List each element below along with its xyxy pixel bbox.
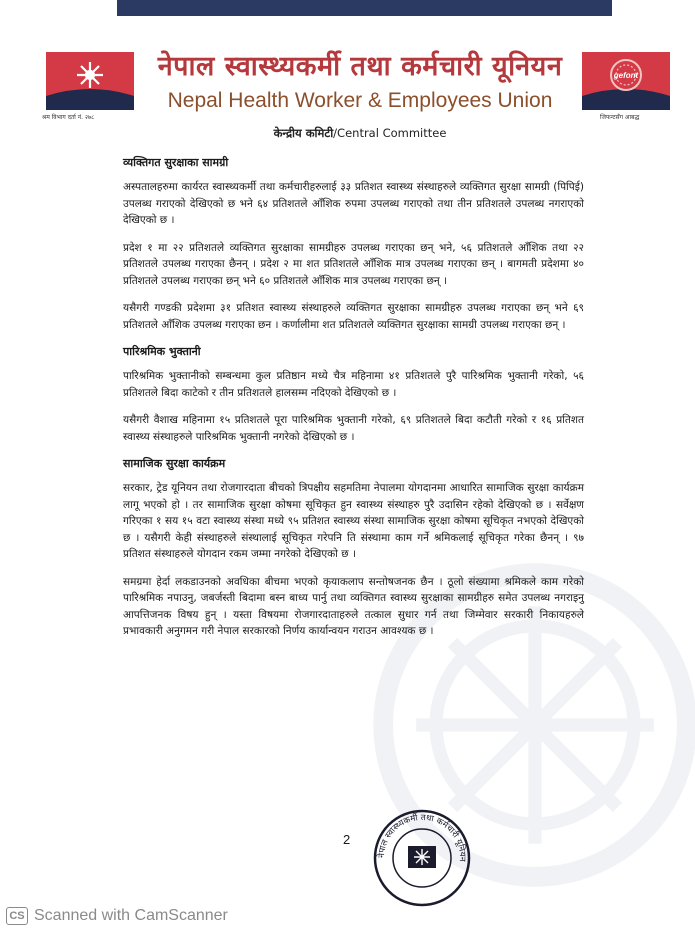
union-title-nepali: नेपाल स्वास्थ्यकर्मी तथा कर्मचारी यूनियन: [157, 51, 563, 82]
paragraph: यसैगरी गण्डकी प्रदेशमा ३१ प्रतिशत स्वास्थ्य संस्थाहरुले व्यक्तिगत सुरक्षाका सामग्रीहरु उपलब्ध गराएका छन् भने ६९ प्रतिशतले आँशिक उपलब्ध गराएका छन । कर्णालीमा शत प्रतिशतले व्यक्तिगत सुरक्षाका सामग्री उपलब्ध गराएका छन् ।: [123, 302, 584, 331]
section-salary-payment: [123, 344, 584, 445]
registration-number: श्रम विभाग दर्ता नं. २७८: [42, 114, 95, 121]
stamp-text: नेपाल स्वास्थ्यकर्मी तथा कर्मचारी यूनियन: [376, 812, 468, 862]
official-stamp: [372, 808, 472, 908]
paragraph: प्रदेश १ मा २२ प्रतिशतले व्यक्तिगत सुरक्षाका सामग्रीहरु उपलब्ध गराएका छन् भने, ५६ प्रतिशतले आँशिक तथा २२ प्रतिशतले उपलब्ध गराएका छैनन् । प्रदेश २ मा शत प्रतिशतले आँशिक मात्र उपलब्ध गराएका छन् । बागमती प्रदेशमा ४० प्रतिशतले उपलब्ध गराएका छन् भने ६० प्रतिशतले आँशिक मात्र उपलब्ध गराएका छन् ।: [123, 241, 584, 287]
scanner-footer-text: Scanned with CamScanner: [34, 907, 228, 924]
scanner-footer: [6, 905, 228, 927]
committee-line: [150, 126, 570, 141]
committee-nepali: केन्द्रीय कमिटी: [273, 126, 334, 140]
affiliation-note: जिफन्टसँग आबद्ध: [600, 114, 640, 121]
section-ppe: [123, 155, 584, 333]
committee-separator: /: [333, 126, 338, 140]
camscanner-badge-icon: CS: [6, 907, 28, 925]
committee-english: Central Committee: [337, 126, 447, 140]
section-heading: सामाजिक सुरक्षा कार्यक्रम: [123, 457, 226, 470]
top-banner-bar: [117, 0, 612, 16]
section-social-security: [123, 456, 584, 640]
stamp-emblem-icon: [408, 846, 436, 868]
paragraph: पारिश्रमिक भुक्तानीको सम्बन्धमा कुल प्रतिष्ठान मध्ये चैत्र महिनामा ४१ प्रतिशतले पुरै पारिश्रमिक भुक्तानी गरेको, ५६ प्रतिशतले बिदा काटेको र तीन प्रतिशतले हालसम्म नदिएको देखिएको छ ।: [123, 370, 584, 399]
paragraph: यसैगरी वैशाख महिनामा १५ प्रतिशतले पूरा पारिश्रमिक भुक्तानी गरेको, ६९ प्रतिशतले बिदा कटौती गरेको र १६ प्रतिशत स्वास्थ्य संस्थाहरुले पारिश्रमिक भुक्तानी नगरेको देखिएको छ ।: [123, 414, 584, 443]
gefont-logo: [582, 52, 670, 110]
document-body: [123, 155, 584, 651]
union-logo: [46, 52, 134, 110]
page-number: 2: [343, 832, 351, 847]
paragraph: सरकार, ट्रेड यूनियन तथा रोजगारदाता बीचको त्रिपक्षीय सहमतिमा नेपालमा योगदानमा आधारित सामाजिक सुरक्षा कार्यक्रम लागू भएको हो । तर सामाजिक सुरक्षा कोषमा सूचिकृत हुन स्वास्थ्य संस्थाहरु पुरै उदासिन रहेको देखिएको छ । सर्वेक्षण गरिएका १ सय १५ वटा स्वास्थ्य संस्था मध्ये ९५ प्रतिशत स्वास्थ्य संस्था सामाजिक सुरक्षा कोषमा सूचिकृत नभएको देखिएको छ । यसैगरी केही संस्थाहरुले संस्थालाई सूचिकृत गरेपनि ति संस्थामा काम गर्ने श्रमिकलाई सूचिकृत गरेका छैनन् । ९७ प्रतिशत संस्थाहरुले योगदान रकम जम्मा नगरेको देखिएको छ ।: [123, 482, 584, 560]
section-heading: व्यक्तिगत सुरक्षाका सामग्री: [123, 156, 229, 169]
union-title-english: Nepal Health Worker & Employees Union: [167, 89, 553, 112]
gefont-logo-text: gefont: [613, 71, 639, 80]
section-heading: पारिश्रमिक भुक्तानी: [123, 345, 201, 358]
paragraph: अस्पतालहरुमा कार्यरत स्वास्थ्यकर्मी तथा कर्मचारीहरुलाई ३३ प्रतिशत स्वास्थ्य संस्थाहरुले व्यक्तिगत सुरक्षा सामग्री (पिपिई) उपलब्ध गराएको देखिएको छ भने ६४ प्रतिशतले आँशिक रुपमा उपलब्ध गराएको तथा तीन प्रतिशतले उपलब्ध नगराएको देखिएको छ ।: [123, 181, 584, 226]
paragraph: समग्रमा हेर्दा लकडाउनको अवधिका बीचमा भएको कृयाकलाप सन्तोषजनक छैन । ठूलो संख्यामा श्रमिकले काम गरेको पारिश्रमिक नपाउनु, जबर्जस्ती बिदामा बस्न बाध्य पार्नु तथा व्यक्तिगत स्वास्थ्य सुरक्षाका सामग्रीहरु समेत उपलब्ध नगराइनु आपत्तिजनक विषय हुन् । यस्ता विषयमा रोजगारदाताहरुले तत्काल सुधार गर्न तथा जिम्मेवार सरकारी निकायहरुले प्रभावकारी अनुगमन गरी नेपाल सरकारको निर्णय कार्यान्वयन गराउन आवश्यक छ ।: [123, 575, 584, 637]
